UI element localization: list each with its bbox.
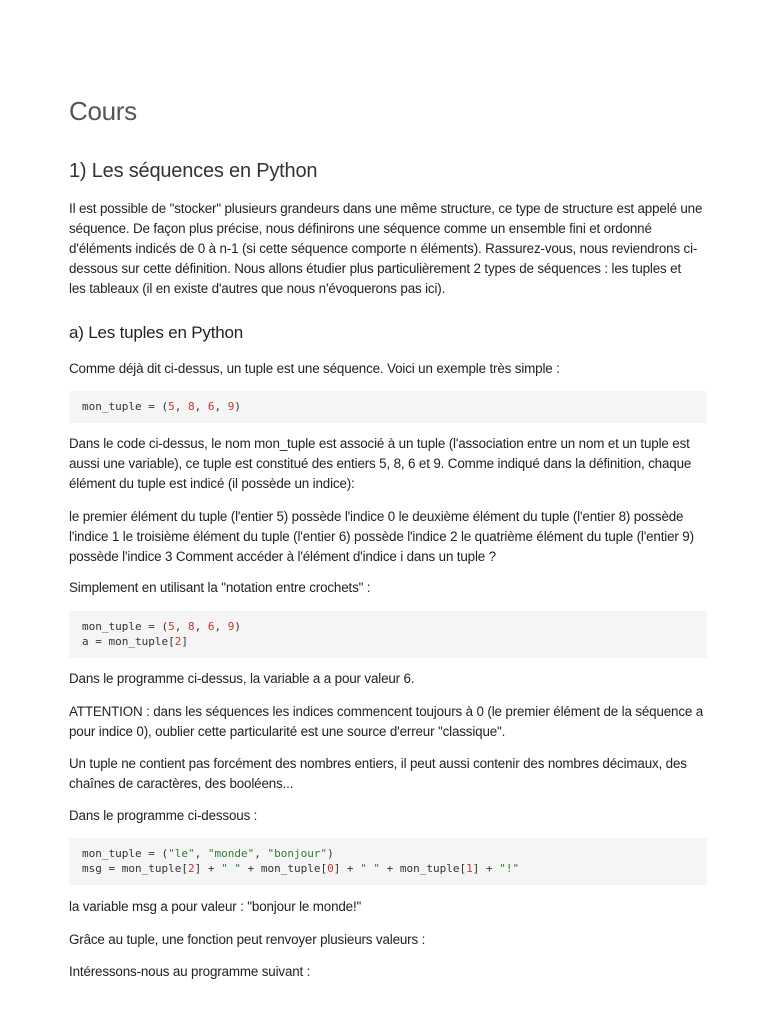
paragraph: Dans le programme ci-dessus, la variable a a pour valeur 6. [69,671,415,686]
text-line: le premier élément du tuple (l'entier 5) possède l'indice 0 le deuxième élément du tuple (l'entier 8) possède [69,509,684,524]
paragraph: Grâce au tuple, une fonction peut renvoyer plusieurs valeurs : [69,932,426,947]
code-token: ] + [333,862,361,875]
code-number: 9 [227,620,235,633]
code-string: " " [360,862,381,875]
code-number: 1 [466,862,473,875]
code-number: 6 [207,400,215,413]
code-number: 5 [168,400,175,413]
code-token: ] [181,635,188,648]
paragraph: la variable msg a pour valeur : "bonjour le monde!" [69,899,362,914]
code-token: , [174,620,188,633]
code-string: "le" [168,847,195,860]
code-number: 0 [327,862,334,875]
code-token: ) [234,400,241,413]
text-line: d'éléments indicés de 0 à n-1 (si cette séquence comporte n éléments). Rassurez-vous, nous reviendrons ci- [69,241,698,256]
code-token: + mon_tuple[ [380,862,467,875]
code-token: , [214,620,228,633]
code-number: 8 [187,400,195,413]
code-line [82,861,694,876]
text-line: séquence. De façon plus précise, nous définirons une séquence comme un ensemble fini et ordonné [69,221,652,236]
text-line: Un tuple ne contient pas forcément des nombres entiers, il peut aussi contenir des nombres décimaux, des [69,756,687,771]
text-line: Dans le code ci-dessus, le nom mon_tuple est associé à un tuple (l'association entre un nom et un tuple est [69,436,690,451]
text-line: ATTENTION : dans les séquences les indices commencent toujours à 0 (le premier élément de la séquence a [69,704,704,719]
paragraph: Intéressons-nous au programme suivant : [69,964,311,979]
code-token: mon_tuple = ( [82,847,169,860]
code-token: , [254,847,268,860]
text-line: chaînes de caractères, des booléens... [69,776,294,791]
code-number: 8 [187,620,195,633]
paragraph: Simplement en utilisant la "notation entre crochets" : [69,580,371,595]
code-line [82,399,694,414]
code-number: 2 [174,635,182,648]
intro-paragraph [69,199,707,299]
code-token: , [174,400,188,413]
code-line [82,619,694,634]
code-line [82,846,694,861]
code-number: 2 [187,862,195,875]
code-token: , [194,847,208,860]
paragraph: Comme déjà dit ci-dessus, un tuple est une séquence. Voici un exemple très simple : [69,361,560,376]
code-token: a = mon_tuple[ [82,635,175,648]
code-token: + mon_tuple[ [240,862,328,875]
code-token: mon_tuple = ( [82,400,169,413]
text-line: élément du tuple est indicé (il possède un indice): [69,476,355,491]
code-line [82,634,694,649]
subsection-heading-tuples: a) Les tuples en Python [69,323,244,342]
code-token: ] + [194,862,222,875]
text-line: possède l'indice 3 Comment accéder à l'élément d'indice i dans un tuple ? [69,549,496,564]
code-block [69,611,707,658]
code-string: "!" [499,862,520,875]
text-line: aussi une variable), ce tuple est constitué des entiers 5, 8, 6 et 9. Comme indiqué dans la définition, chaque [69,456,692,471]
code-token: ) [327,847,334,860]
code-token: ) [234,620,241,633]
paragraph [69,507,707,567]
paragraph [69,702,707,742]
code-block [69,838,707,885]
code-number: 5 [168,620,175,633]
text-line: les tableaux (il en existe d'autres que nous n'évoquerons pas ici). [69,281,446,296]
code-token: ] + [472,862,500,875]
paragraph [69,754,707,794]
code-token: mon_tuple = ( [82,620,169,633]
paragraph: Dans le programme ci-dessous : [69,808,258,823]
code-string: "bonjour" [267,847,328,860]
code-token: , [194,400,208,413]
code-string: "monde" [207,847,255,860]
code-string: " " [221,862,241,875]
text-line: Il est possible de "stocker" plusieurs grandeurs dans une même structure, ce type de structure est appelé une [69,201,703,216]
code-number: 9 [227,400,235,413]
code-token: , [214,400,228,413]
paragraph [69,434,707,494]
code-token: , [194,620,208,633]
code-block [69,391,707,423]
section-heading-sequences: 1) Les séquences en Python [69,160,318,182]
page-title: Cours [69,96,137,126]
code-number: 6 [207,620,215,633]
text-line: dessous sur cette définition. Nous allons étudier plus particulièrement 2 types de séquences : les tuples et [69,261,682,276]
text-line: l'indice 1 le troisième élément du tuple (l'entier 6) possède l'indice 2 le quatrième élément du tuple (l'entier 9) [69,529,694,544]
code-token: msg = mon_tuple[ [82,862,188,875]
text-line: pour indice 0), oublier cette particularité est une source d'erreur "classique". [69,724,506,739]
